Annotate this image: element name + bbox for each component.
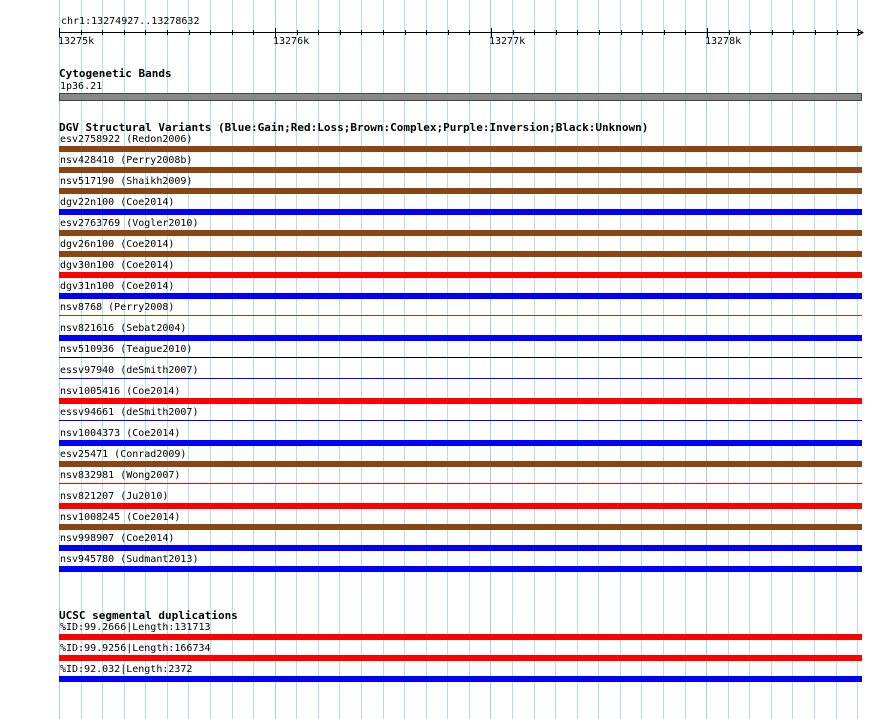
feature-label[interactable]: esv25471 (Conrad2009) [60,449,187,460]
feature-bar[interactable] [59,398,862,404]
feature-label[interactable]: essv97940 (deSmith2007) [60,365,199,376]
segdup-bar[interactable] [59,655,862,661]
feature-label[interactable]: nsv1004373 (Coe2014) [60,428,181,439]
cytoband-label: 1p36.21 [60,81,103,92]
feature-label[interactable]: nsv998907 (Coe2014) [60,533,175,544]
feature-bar[interactable] [59,272,862,278]
feature-bar[interactable] [59,209,862,215]
ruler-tick-label: 13278k [705,36,742,47]
feature-label[interactable]: nsv428410 (Perry2008b) [60,155,193,166]
feature-label[interactable]: nsv821616 (Sebat2004) [60,323,187,334]
feature-label[interactable]: nsv1008245 (Coe2014) [60,512,181,523]
feature-bar[interactable] [59,461,862,467]
feature-label[interactable]: nsv832981 (Wong2007) [60,470,181,481]
feature-label[interactable]: esv2763769 (Vogler2010) [60,218,199,229]
feature-label[interactable]: dgv22n100 (Coe2014) [60,197,175,208]
feature-bar[interactable] [59,357,862,358]
feature-label[interactable]: essv94661 (deSmith2007) [60,407,199,418]
feature-bar[interactable] [59,566,862,572]
feature-bar[interactable] [59,440,862,446]
feature-label[interactable]: nsv945780 (Sudmant2013) [60,554,199,565]
feature-bar[interactable] [59,146,862,152]
track-title-cytobands: Cytogenetic Bands [59,67,172,80]
feature-label[interactable]: dgv31n100 (Coe2014) [60,281,175,292]
segdup-bar[interactable] [59,676,862,682]
ruler-tick-label: 13275k [58,36,95,47]
feature-label[interactable]: nsv8768 (Perry2008) [60,302,175,313]
feature-bar[interactable] [59,503,862,509]
feature-label[interactable]: nsv1005416 (Coe2014) [60,386,181,397]
feature-label[interactable]: nsv517190 (Shaikh2009) [60,176,193,187]
feature-label[interactable]: nsv510936 (Teague2010) [60,344,193,355]
track-title-dgv: DGV Structural Variants (Blue:Gain;Red:Loss;Brown:Complex;Purple:Inversion;Black:Unknown) [59,121,649,134]
feature-bar[interactable] [59,335,862,341]
ruler-tick-label: 13276k [273,36,310,47]
segdup-label[interactable]: %ID:99.9256|Length:166734 [60,643,211,654]
ruler-tick-label: 13277k [489,36,526,47]
feature-bar[interactable] [59,230,862,236]
feature-label[interactable]: dgv30n100 (Coe2014) [60,260,175,271]
feature-label[interactable]: esv2758922 (Redon2006) [60,134,193,145]
feature-bar[interactable] [59,378,862,379]
segdup-bar[interactable] [59,634,862,640]
locus-label: chr1:13274927..13278632 [61,16,200,27]
feature-bar[interactable] [59,420,862,421]
position-ruler[interactable] [59,27,865,37]
feature-bar[interactable] [59,545,862,551]
feature-label[interactable]: dgv26n100 (Coe2014) [60,239,175,250]
feature-bar[interactable] [59,188,862,194]
feature-label[interactable]: nsv821207 (Ju2010) [60,491,169,502]
cytoband-bar[interactable] [59,93,862,101]
feature-bar[interactable] [59,251,862,257]
feature-bar[interactable] [59,315,862,316]
feature-bar[interactable] [59,524,862,530]
track-title-segdups: UCSC segmental duplications [59,609,238,622]
feature-bar[interactable] [59,483,862,484]
feature-bar[interactable] [59,167,862,173]
segdup-label[interactable]: %ID:99.2666|Length:131713 [60,622,211,633]
segdup-label[interactable]: %ID:92.032|Length:2372 [60,664,193,675]
feature-bar[interactable] [59,293,862,299]
